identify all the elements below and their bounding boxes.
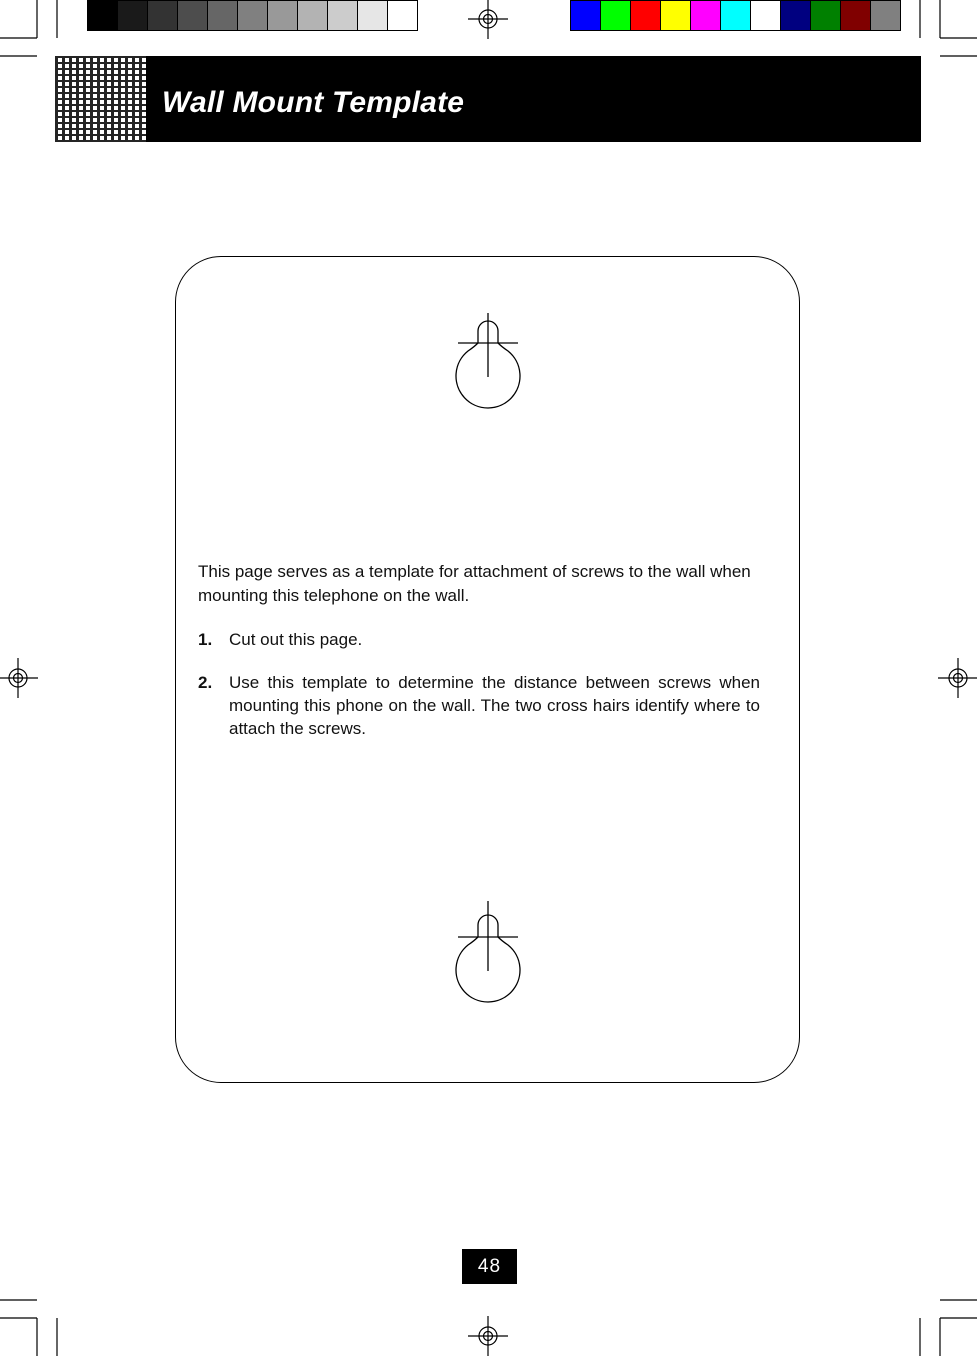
screw-keyhole-bottom-icon bbox=[448, 901, 528, 1011]
calibration-swatch bbox=[841, 0, 871, 31]
calibration-swatch bbox=[148, 0, 178, 31]
calibration-swatch bbox=[871, 0, 901, 31]
calibration-swatch bbox=[238, 0, 268, 31]
calibration-swatch bbox=[570, 0, 601, 31]
screw-keyhole-top-icon bbox=[448, 313, 528, 423]
calibration-swatch bbox=[601, 0, 631, 31]
instruction-step bbox=[198, 628, 760, 651]
calibration-swatch bbox=[691, 0, 721, 31]
calibration-swatch bbox=[721, 0, 751, 31]
instructions bbox=[198, 560, 760, 740]
page-number: 48 bbox=[462, 1249, 517, 1284]
calibration-swatch bbox=[178, 0, 208, 31]
header-bar bbox=[146, 56, 921, 142]
registration-target-icon bbox=[468, 0, 508, 39]
calibration-swatch bbox=[87, 0, 118, 31]
calibration-swatch bbox=[268, 0, 298, 31]
calibration-swatch bbox=[811, 0, 841, 31]
calibration-swatch bbox=[208, 0, 238, 31]
intro-paragraph: This page serves as a template for attachment of screws to the wall when mounting this telephone on the wall. bbox=[198, 562, 751, 605]
instruction-step bbox=[198, 671, 760, 740]
calibration-swatch bbox=[631, 0, 661, 31]
calibration-swatch bbox=[661, 0, 691, 31]
calibration-swatch bbox=[118, 0, 148, 31]
calibration-swatch bbox=[751, 0, 781, 31]
calibration-swatch bbox=[781, 0, 811, 31]
calibration-swatch bbox=[358, 0, 388, 31]
step-number: 2. bbox=[198, 673, 213, 692]
color-calibration-bar bbox=[570, 0, 901, 30]
grayscale-calibration-bar bbox=[87, 0, 418, 30]
page-title: Wall Mount Template bbox=[162, 86, 465, 119]
calibration-swatch bbox=[298, 0, 328, 31]
step-text: Cut out this page. bbox=[229, 630, 363, 649]
step-number: 1. bbox=[198, 630, 213, 649]
decorative-pattern-block bbox=[55, 56, 146, 142]
calibration-swatch bbox=[328, 0, 358, 31]
step-text: Use this template to determine the distance between screws when mounting this phone on the wall. The two cross hairs identify where to attach the screws. bbox=[229, 673, 760, 738]
calibration-swatch bbox=[388, 0, 418, 31]
